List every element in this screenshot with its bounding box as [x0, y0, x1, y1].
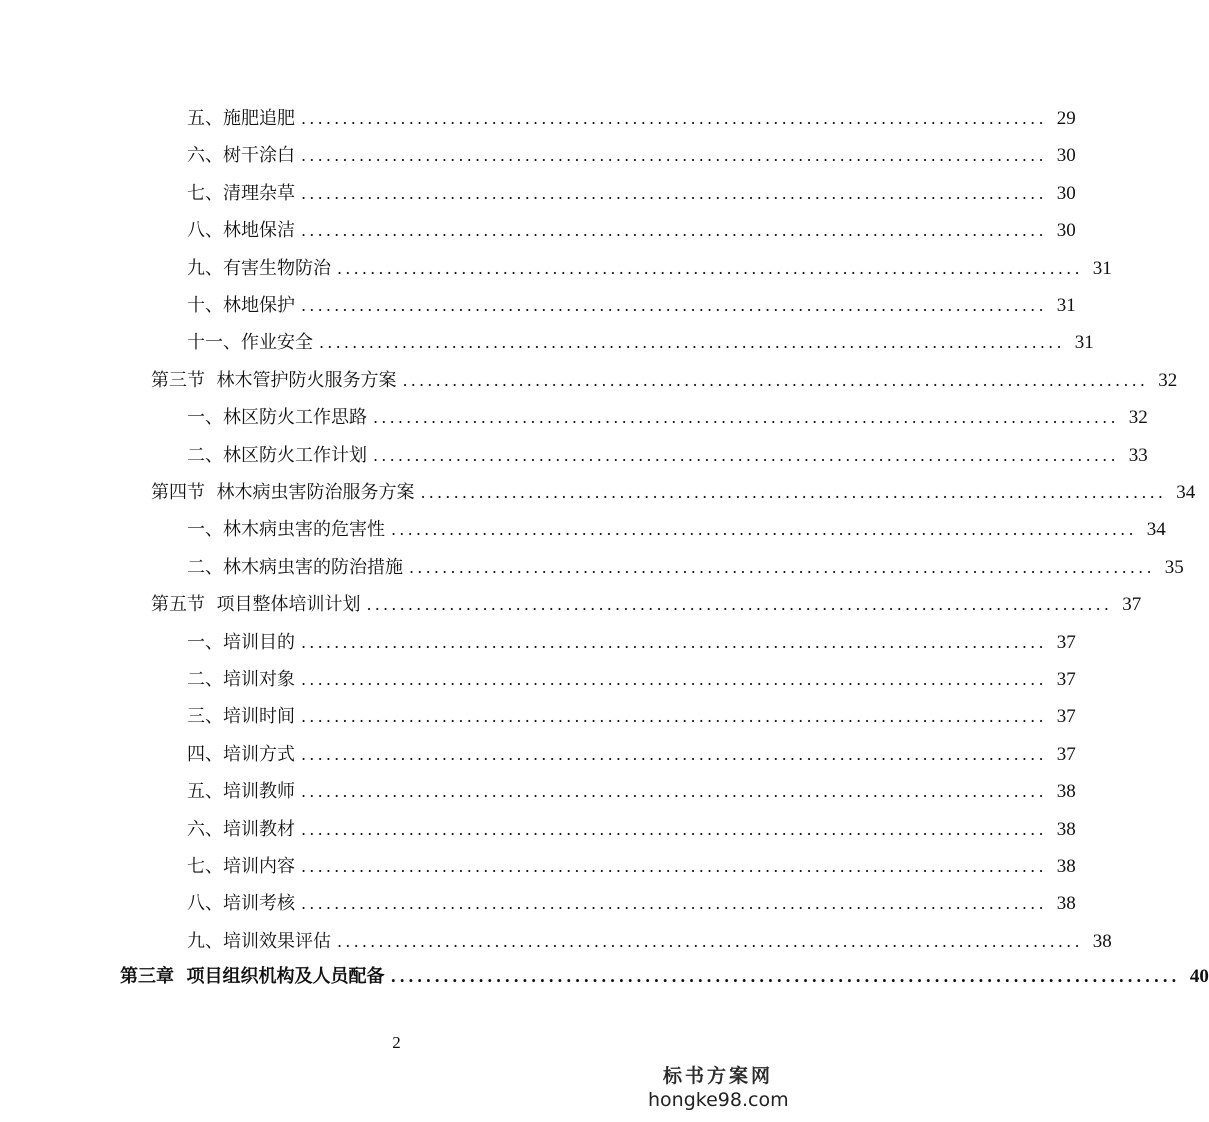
toc-dot-leader: .......................................................................................... [409, 557, 1155, 577]
toc-page-number: 31 [1056, 295, 1076, 316]
toc-page-number: 31 [1092, 257, 1112, 279]
toc-item-entry[interactable] [187, 703, 1076, 731]
toc-page-number: 30 [1056, 145, 1076, 167]
toc-entry-number: 九、 [187, 930, 223, 952]
toc-entry-title: 林木管护防火服务方案 [216, 369, 397, 391]
toc-entry-number: 第五节 [151, 594, 217, 616]
toc-page-number: 30 [1056, 220, 1076, 242]
toc-entry-title: 清理杂草 [223, 182, 295, 204]
toc-entry-title: 项目整体培训计划 [216, 594, 361, 616]
toc-section-entry[interactable] [151, 591, 1142, 619]
toc-page-number: 37 [1056, 706, 1076, 728]
toc-page-number: 37 [1056, 743, 1076, 765]
toc-dot-leader: .......................................................................................... [301, 857, 1047, 876]
toc-item-entry[interactable] [187, 554, 1184, 582]
toc-entry-number: 六、 [187, 818, 223, 840]
toc-dot-leader: .......................................................................................... [301, 221, 1047, 241]
toc-dot-leader: .......................................................................................... [391, 520, 1137, 540]
toc-entry-title: 林木病虫害防治服务方案 [216, 482, 415, 503]
toc-item-entry[interactable] [187, 778, 1076, 806]
toc-page-number: 32 [1158, 369, 1178, 391]
toc-page-number: 30 [1056, 182, 1076, 204]
toc-page-number: 37 [1056, 669, 1076, 690]
toc-page-number: 32 [1128, 407, 1148, 429]
toc-entry-number: 第四节 [151, 482, 217, 503]
toc-page-number: 40 [1189, 966, 1209, 987]
toc-dot-leader: .......................................................................................... [390, 967, 1180, 986]
toc-dot-leader: .......................................................................................... [301, 819, 1047, 839]
watermark-title: 标书方案网 [662, 1065, 773, 1087]
toc-entry-number: 第三章 [120, 966, 187, 987]
toc-page-number: 37 [1122, 594, 1142, 616]
toc-entry-title: 培训对象 [223, 669, 295, 690]
toc-dot-leader: .......................................................................................... [337, 931, 1083, 951]
toc-dot-leader: .......................................................................................... [301, 670, 1047, 689]
toc-entry-number: 第三节 [151, 369, 217, 391]
toc-dot-leader: .......................................................................................... [337, 258, 1083, 278]
toc-entry-number: 三、 [187, 706, 223, 728]
toc-entry-number: 五、 [187, 108, 223, 129]
toc-entry-title: 林木病虫害的防治措施 [223, 556, 403, 578]
toc-entry-number: 六、 [187, 145, 223, 167]
toc-page-number: 34 [1176, 482, 1196, 503]
toc-entry-number: 五、 [187, 781, 223, 803]
toc-dot-leader: .......................................................................................... [373, 408, 1119, 428]
toc-page-number: 35 [1164, 556, 1184, 578]
toc-dot-leader: .......................................................................................... [301, 894, 1047, 914]
toc-entry-number: 十一、 [187, 332, 241, 354]
toc-item-entry[interactable] [187, 629, 1076, 657]
toc-entry-number: 十、 [187, 295, 223, 316]
toc-entry-title: 培训时间 [223, 706, 295, 728]
toc-entry-title: 项目组织机构及人员配备 [186, 966, 385, 987]
toc-entry-title: 林地保洁 [223, 220, 295, 242]
toc-dot-leader: .......................................................................................... [301, 296, 1047, 315]
toc-item-entry[interactable] [187, 404, 1148, 432]
toc-entry-number: 八、 [187, 220, 223, 242]
toc-section-entry[interactable] [151, 367, 1178, 395]
toc-entry-title: 树干涂白 [223, 145, 295, 167]
toc-entry-title: 培训教材 [223, 818, 295, 840]
toc-item-entry[interactable] [187, 890, 1076, 918]
toc-section-entry[interactable] [151, 479, 1196, 507]
toc-page-number: 31 [1074, 332, 1094, 354]
toc-item-entry[interactable] [187, 741, 1076, 769]
toc-dot-leader: .......................................................................................... [301, 782, 1047, 802]
toc-entry-title: 培训效果评估 [223, 930, 331, 952]
toc-entry-title: 林区防火工作计划 [223, 444, 367, 466]
toc-dot-leader: .......................................................................................... [301, 632, 1047, 652]
toc-entry-number: 二、 [187, 444, 223, 466]
toc-entry-title: 作业安全 [241, 332, 313, 354]
toc-item-entry[interactable] [187, 292, 1076, 320]
toc-item-entry[interactable] [187, 217, 1076, 245]
toc-page-number: 38 [1056, 856, 1076, 877]
toc-entry-title: 培训目的 [223, 631, 295, 653]
toc-page-number: 38 [1056, 818, 1076, 840]
toc-item-entry[interactable] [187, 816, 1076, 844]
toc-entry-number: 一、 [187, 407, 223, 429]
toc-item-entry[interactable] [187, 142, 1076, 170]
toc-item-entry[interactable] [187, 928, 1112, 956]
toc-page-number: 29 [1056, 108, 1076, 129]
toc-entry-title: 有害生物防治 [223, 257, 331, 279]
toc-dot-leader: .......................................................................................... [402, 370, 1149, 390]
toc-item-entry[interactable] [187, 255, 1112, 283]
toc-item-entry[interactable] [187, 442, 1148, 470]
toc-dot-leader: .......................................................................................... [301, 707, 1047, 727]
toc-item-entry[interactable] [187, 180, 1076, 208]
toc-dot-leader: .......................................................................................... [373, 445, 1119, 465]
toc-entry-title: 林地保护 [223, 295, 295, 316]
toc-entry-title: 林木病虫害的危害性 [223, 519, 385, 541]
toc-entry-title: 培训考核 [223, 893, 295, 915]
toc-entry-number: 一、 [187, 519, 223, 541]
toc-item-entry[interactable] [187, 666, 1076, 694]
toc-page-number: 33 [1128, 444, 1148, 466]
toc-item-entry[interactable] [187, 329, 1094, 357]
toc-entry-title: 施肥追肥 [223, 108, 295, 129]
toc-entry-number: 四、 [187, 743, 223, 765]
toc-item-entry[interactable] [187, 105, 1076, 133]
toc-item-entry[interactable] [187, 853, 1076, 881]
toc-entry-title: 培训内容 [223, 856, 295, 877]
toc-entry-title: 培训教师 [223, 781, 295, 803]
watermark-logo [648, 1064, 788, 1112]
toc-entry-title: 培训方式 [223, 743, 295, 765]
toc-dot-leader: .......................................................................................... [301, 146, 1047, 166]
toc-dot-leader: .......................................................................................... [301, 744, 1047, 764]
toc-dot-leader: .......................................................................................... [301, 109, 1047, 128]
toc-dot-leader: .......................................................................................... [366, 595, 1113, 615]
toc-page-number: 38 [1056, 781, 1076, 803]
toc-page-number: 38 [1092, 930, 1112, 952]
toc-entry-number: 九、 [187, 257, 223, 279]
toc-entry-title: 林区防火工作思路 [223, 407, 367, 429]
toc-page-number: 38 [1056, 893, 1076, 915]
toc-entry-number: 七、 [187, 856, 223, 877]
toc-entry-number: 二、 [187, 556, 223, 578]
toc-chapter-entry[interactable] [120, 963, 1209, 991]
toc-item-entry[interactable] [187, 516, 1166, 544]
toc-page-number: 34 [1146, 519, 1166, 541]
watermark-url: hongke98.com [648, 1089, 789, 1111]
toc-dot-leader: .......................................................................................... [319, 333, 1065, 353]
toc-entry-number: 二、 [187, 669, 223, 690]
page-number: 2 [392, 1033, 401, 1052]
toc-dot-leader: .......................................................................................... [420, 483, 1167, 502]
toc-entry-number: 一、 [187, 631, 223, 653]
toc-entry-number: 七、 [187, 182, 223, 204]
toc-entry-number: 八、 [187, 893, 223, 915]
toc-dot-leader: .......................................................................................... [301, 183, 1047, 203]
toc-page-number: 37 [1056, 631, 1076, 653]
